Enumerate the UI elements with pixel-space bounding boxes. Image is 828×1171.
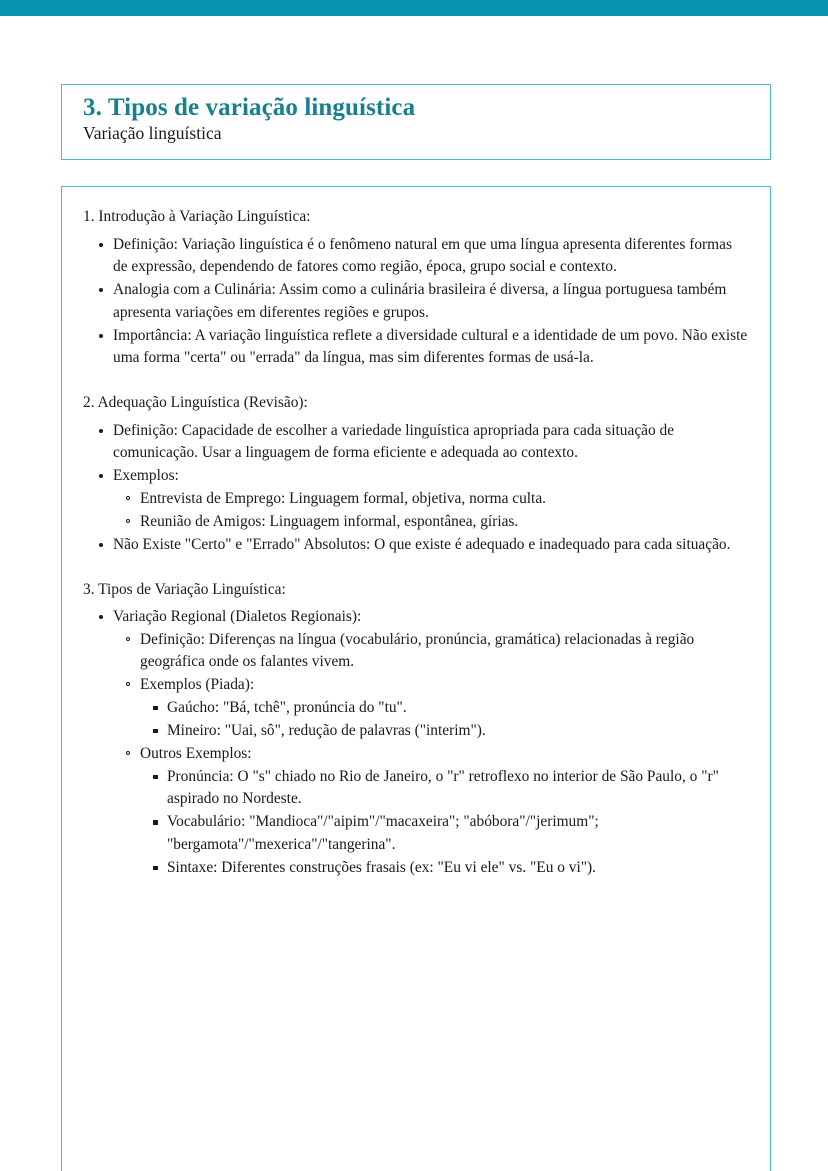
- section-3-list: [83, 606, 748, 879]
- list-item-text: Definição: Diferenças na língua (vocabulário, pronúncia, gramática) relacionadas à região geográfica onde os falantes vivem.: [140, 630, 695, 670]
- list-item-text: Definição: Variação linguística é o fenômeno natural em que uma língua apresenta diferentes formas de expressão, dependendo de fatores como região, época, grupo social e contexto.: [113, 235, 732, 276]
- list-item: [113, 465, 748, 533]
- list-item: [167, 811, 748, 856]
- list-item-text: Sintaxe: Diferentes construções frasais (ex: "Eu vi ele" vs. "Eu o vi").: [167, 858, 597, 876]
- list-item: [140, 674, 748, 742]
- list-item-text: Exemplos:: [113, 467, 179, 485]
- list-item-text: Reunião de Amigos: Linguagem informal, espontânea, gírias.: [140, 512, 519, 530]
- list-item-text: Pronúncia: O "s" chiado no Rio de Janeiro, o "r" retroflexo no interior de São Paulo, o "r" aspirado no Nordeste.: [167, 767, 719, 807]
- list-item: [140, 743, 748, 879]
- list-item: [167, 857, 748, 879]
- list-item: [167, 766, 748, 811]
- document-content-panel: [61, 186, 771, 1171]
- list-item: [113, 234, 748, 279]
- page-title: 3. Tipos de variação linguística: [83, 94, 416, 121]
- section-3-other-examples-list: [140, 766, 748, 880]
- list-item: [167, 720, 748, 742]
- list-item: [167, 697, 748, 719]
- list-item: [113, 606, 748, 879]
- list-item-text: Não Existe "Certo" e "Errado" Absolutos: O que existe é adequado e inadequado para cada situação.: [113, 536, 731, 554]
- list-item-text: Vocabulário: "Mandioca"/"aipim"/"macaxeira"; "abóbora"/"jerimum"; "bergamota"/"mexerica"/"tangerina".: [167, 813, 599, 853]
- list-item-text: Exemplos (Piada):: [140, 676, 255, 694]
- page-subtitle: Variação linguística: [83, 123, 222, 143]
- list-item: [113, 279, 748, 324]
- list-item-text: Mineiro: "Uai, sô", redução de palavras ("interim").: [167, 721, 486, 739]
- top-accent-bar: [0, 0, 828, 16]
- list-item-text: Variação Regional (Dialetos Regionais):: [113, 608, 362, 626]
- list-item: [140, 629, 748, 674]
- section-heading-3: 3. Tipos de Variação Linguística:: [83, 580, 286, 598]
- section-heading-1: 1. Introdução à Variação Linguística:: [83, 208, 311, 225]
- list-item-text: Definição: Capacidade de escolher a variedade linguística apropriada para cada situação de comunicação. Usar a linguagem de forma eficiente e adequada ao contexto.: [113, 421, 675, 461]
- section-3-examples-list: [140, 697, 748, 743]
- list-item: [140, 511, 748, 533]
- section-1-list: [83, 234, 748, 370]
- section-2-sublist: [113, 488, 748, 534]
- list-item-text: Gaúcho: "Bá, tchê", pronúncia do "tu".: [167, 698, 407, 716]
- list-item-text: Analogia com a Culinária: Assim como a culinária brasileira é diversa, a língua portuguesa também apresenta variações em diferentes regiões e grupos.: [113, 281, 727, 321]
- document-header-card: [61, 84, 771, 160]
- list-item-text: Importância: A variação linguística reflete a diversidade cultural e a identidade de um povo. Não existe uma forma "certa" ou "errada" da língua, mas sim diferentes formas de usá-la.: [113, 327, 748, 367]
- list-item-text: Outros Exemplos:: [140, 745, 252, 763]
- list-item: [140, 488, 748, 510]
- section-2-list: [83, 420, 748, 557]
- list-item-text: Entrevista de Emprego: Linguagem formal, objetiva, norma culta.: [140, 489, 547, 507]
- section-3-sublist: [113, 629, 748, 880]
- list-item: [113, 534, 748, 556]
- list-item: [113, 420, 748, 465]
- list-item: [113, 325, 748, 370]
- section-heading-2: 2. Adequação Linguística (Revisão):: [83, 393, 308, 411]
